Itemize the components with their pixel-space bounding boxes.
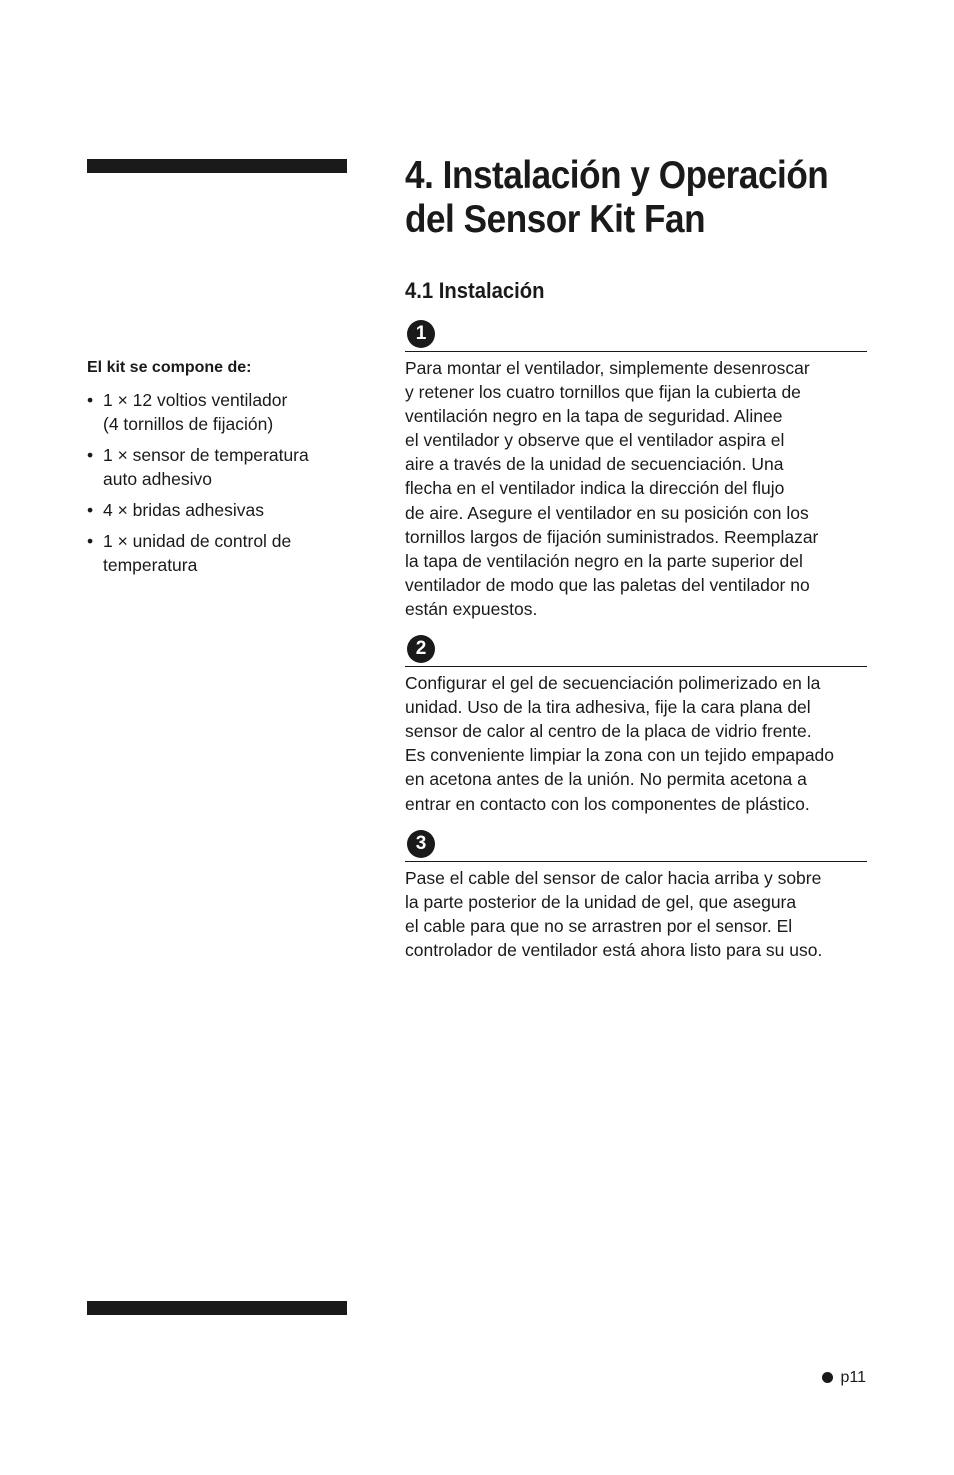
kit-item-text: auto adhesivo: [103, 469, 212, 489]
step-paragraph: [405, 866, 867, 962]
text-line: aire a través de la unidad de secuenciación. Una: [405, 454, 784, 475]
text-line: el ventilador y observe que el ventilador aspira el: [405, 430, 785, 451]
section-heading: 4.1 Instalación: [405, 278, 545, 303]
text-line: y retener los cuatro tornillos que fijan la cubierta de: [405, 382, 801, 403]
kit-list-item: [87, 498, 357, 522]
kit-item-text: 1 × 12 voltios ventilador: [103, 390, 288, 410]
main-content: [405, 154, 867, 962]
page-title-line: 4. Instalación y Operación: [405, 154, 829, 197]
text-line: ventilación negro en la tapa de seguridad. Alinee: [405, 406, 783, 427]
text-line: entrar en contacto con los componentes de plástico.: [405, 793, 810, 814]
text-line: ventilador de modo que las paletas del ventilador no: [405, 574, 810, 595]
step-2: [405, 634, 867, 816]
text-line: Para montar el ventilador, simplemente desenroscar: [405, 358, 810, 378]
kit-title: El kit se compone de:: [87, 359, 252, 376]
sidebar-top-rule: [87, 159, 347, 173]
bullet: •: [87, 500, 94, 520]
text-line: en acetona antes de la unión. No permita acetona a: [405, 769, 807, 790]
kit-list-item: [87, 388, 357, 436]
kit-item-text: (4 tornillos de fijación): [103, 414, 274, 434]
step-header: [405, 319, 867, 352]
step-header: [405, 634, 867, 667]
page-footer: [822, 1368, 866, 1388]
text-line: de aire. Asegure el ventilador en su posición con los: [405, 502, 809, 523]
step-number-icon: 1: [407, 320, 435, 348]
kit-list-item: [87, 529, 357, 577]
kit-item-text: temperatura: [103, 555, 198, 575]
bullet: •: [87, 445, 94, 465]
sidebar-bottom-rule: [87, 1301, 347, 1315]
step-number-icon: 3: [407, 830, 435, 858]
step-number-icon: 2: [407, 635, 435, 663]
step-3: [405, 829, 867, 962]
text-line: Pase el cable del sensor de calor hacia arriba y sobre: [405, 867, 822, 888]
kit-item-text: 1 × sensor de temperatura: [103, 445, 309, 465]
text-line: la tapa de ventilación negro en la parte superior del: [405, 550, 803, 571]
step-paragraph: [405, 671, 867, 816]
text-line: flecha en el ventilador indica la dirección del flujo: [405, 478, 785, 499]
text-line: unidad. Uso de la tira adhesiva, fije la cara plana del: [405, 697, 811, 718]
text-line: tornillos largos de fijación suministrados. Reemplazar: [405, 526, 819, 547]
bullet: •: [87, 390, 94, 410]
bullet: •: [87, 531, 94, 551]
kit-item-text: 4 × bridas adhesivas: [103, 500, 265, 520]
kit-item-text: 1 × unidad de control de: [103, 531, 292, 551]
text-line: sensor de calor al centro de la placa de vidrio frente.: [405, 721, 812, 742]
page-number: p11: [840, 1369, 866, 1386]
step-header: [405, 829, 867, 862]
page-title: [405, 154, 869, 242]
bullet-dot-icon: [822, 1372, 833, 1383]
step-paragraph: [405, 356, 867, 621]
text-line: el cable para que no se arrastren por el sensor. El: [405, 915, 793, 936]
kit-contents-sidebar: [87, 357, 357, 584]
kit-list-item: [87, 443, 357, 491]
page-title-line: del Sensor Kit Fan: [405, 198, 706, 241]
text-line: están expuestos.: [405, 598, 538, 619]
kit-list: [87, 388, 357, 577]
text-line: Configurar el gel de secuenciación polimerizado en la: [405, 673, 821, 694]
step-1: [405, 319, 867, 621]
text-line: Es conveniente limpiar la zona con un tejido empapado: [405, 745, 835, 766]
text-line: la parte posterior de la unidad de gel, que asegura: [405, 891, 797, 912]
text-line: controlador de ventilador está ahora listo para su uso.: [405, 939, 823, 960]
